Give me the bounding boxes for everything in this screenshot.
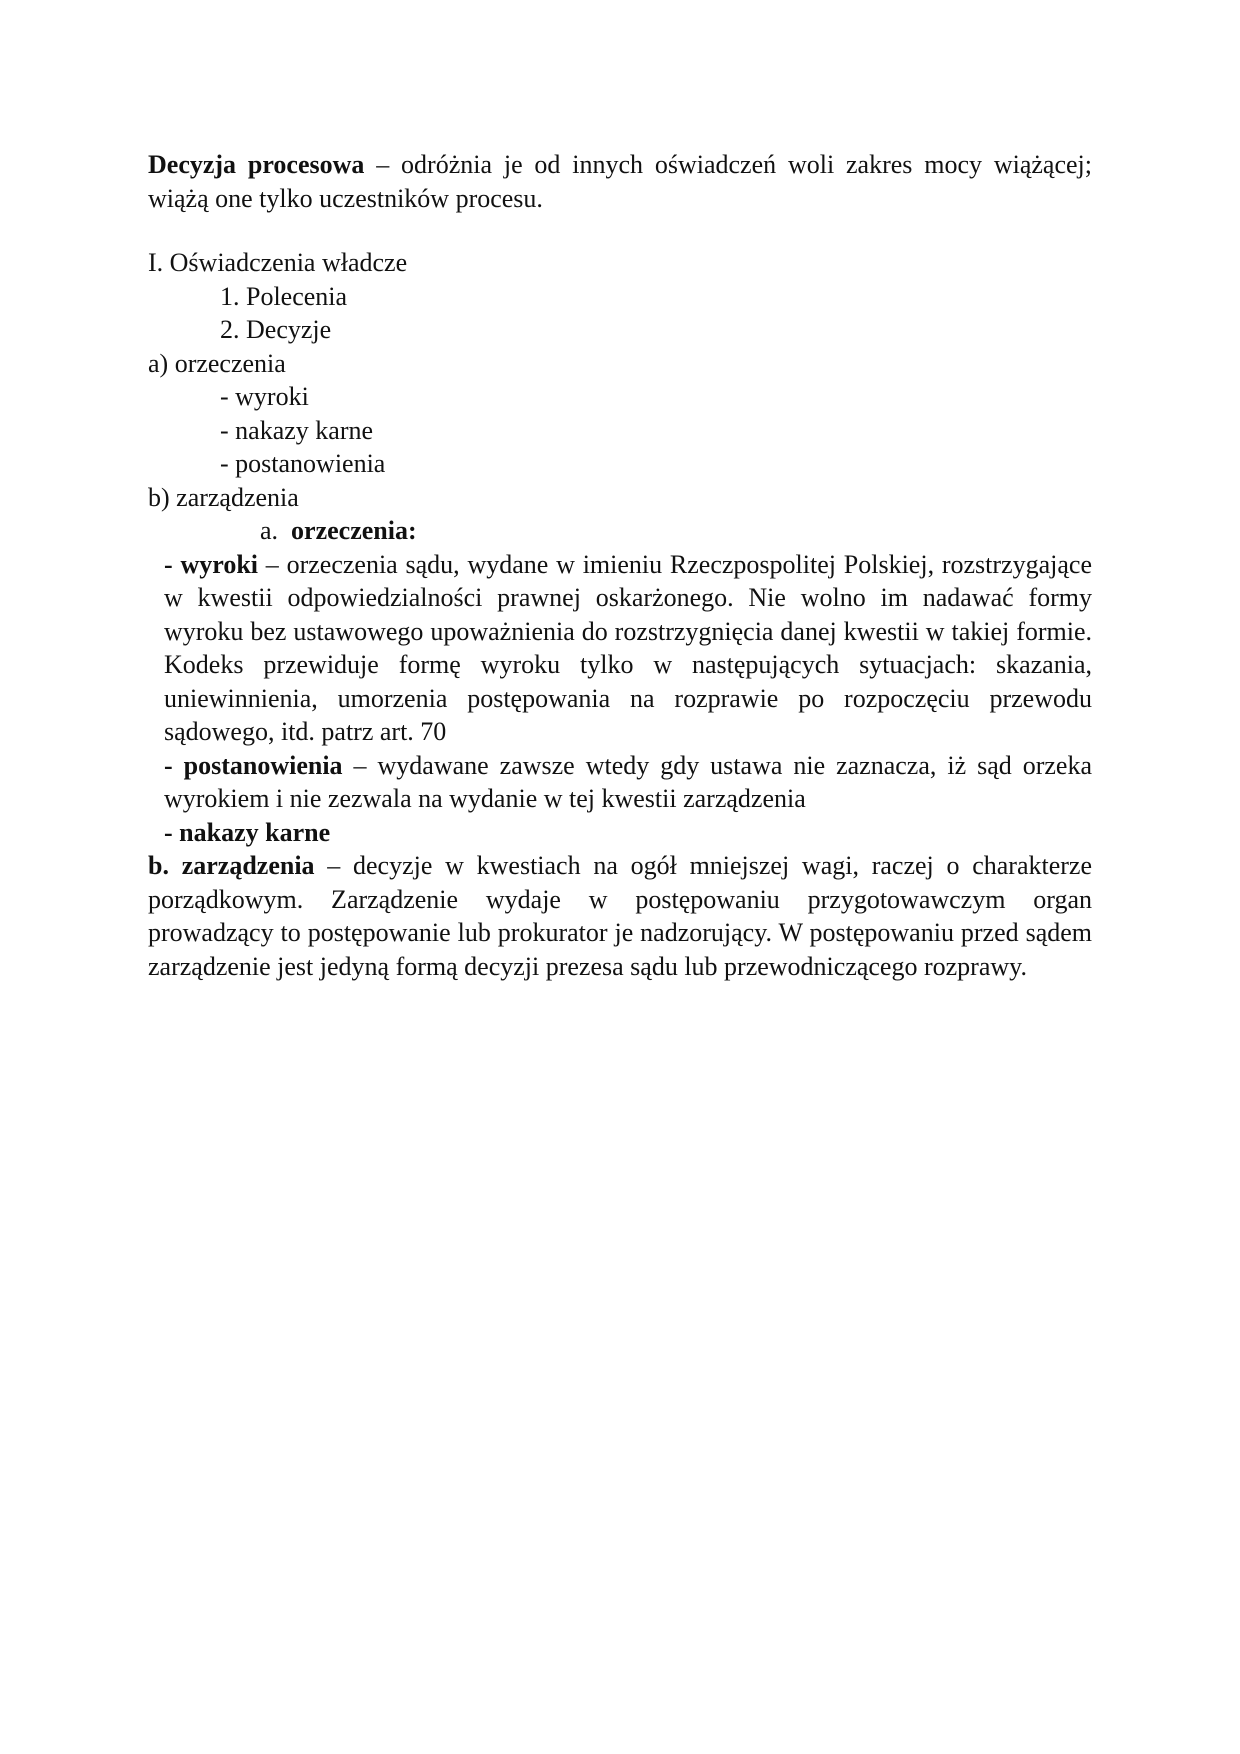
section-a-heading (148, 514, 1092, 548)
intro-text: – odróżnia je od innych oświadczeń woli zakres mocy wiążącej; wiążą one tylko uczestników procesu. (148, 150, 1092, 213)
intro-term: Decyzja procesowa (148, 150, 365, 179)
outline-sub-item-wyroki: - wyroki (220, 382, 309, 411)
paragraph-spacer (148, 215, 1092, 246)
section-b-text: – decyzje w kwestiach na ogół mniejszej wagi, raczej o charakterze porządkowym. Zarządzenie wydaje w postępowaniu przygotowawczym organ prowadzący to postępowanie lub prokurator je nadzorujący. W postępowaniu przed sądem zarządzenie jest jedyną formą decyzji prezesa sądu lub przewodniczącego rozprawy. (148, 851, 1092, 981)
wyroki-paragraph (148, 548, 1092, 749)
section-a-title: orzeczenia: (291, 516, 417, 545)
intro-paragraph (148, 148, 1092, 215)
outline-sub-item-postanowienia: - postanowienia (220, 449, 386, 478)
postanowienia-paragraph (148, 749, 1092, 816)
outline-sub-zarzadzenia: b) zarządzenia (148, 482, 299, 512)
outline-item-decyzje: 2. Decyzje (220, 315, 332, 344)
postanowienia-text: – wydawane zawsze wtedy gdy ustawa nie zaznacza, iż sąd orzeka wyrokiem i nie zezwala na wydanie w tej kwestii zarządzenia (164, 750, 1093, 813)
postanowienia-term: - postanowienia (164, 750, 343, 780)
outline-sub-item-nakazy: - nakazy karne (220, 415, 374, 445)
nakazy-karne-heading: - nakazy karne (164, 817, 331, 847)
outline-heading: I. Oświadczenia władcze (148, 248, 408, 277)
outline-item-polecenia: 1. Polecenia (220, 281, 348, 311)
wyroki-text: – orzeczenia sądu, wydane w imieniu Rzeczpospolitej Polskiej, rozstrzygające w kwestii odpowiedzialności prawnej oskarżonego. Nie wolno im nadawać formy wyroku bez ustawowego upoważnienia do rozstrzygnięcia danej kwestii w takiej formie. Kodeks przewiduje formę wyroku tylko w następujących sytuacjach: skazania, uniewinnienia, umorzenia postępowania na rozprawie po rozpoczęciu przewodu sądowego, itd. patrz art. 70 (164, 549, 1092, 746)
wyroki-term: wyroki (180, 549, 258, 579)
section-b-paragraph (148, 849, 1092, 983)
outline-sub-orzeczenia: a) orzeczenia (148, 348, 286, 378)
wyroki-prefix: - (164, 549, 181, 579)
section-b-term: b. zarządzenia (148, 851, 315, 880)
document-content (148, 148, 1092, 983)
section-a-marker: a. (260, 516, 279, 545)
